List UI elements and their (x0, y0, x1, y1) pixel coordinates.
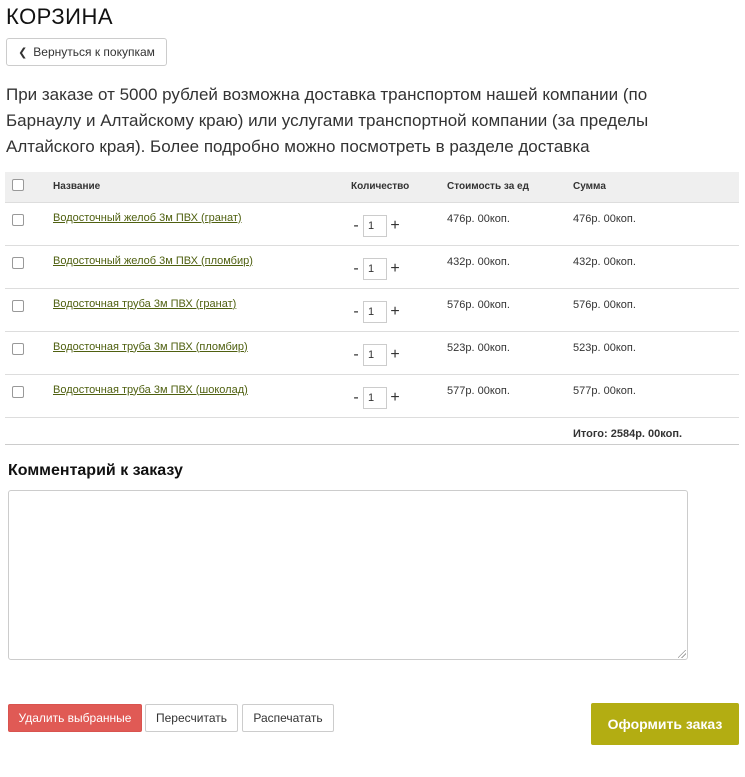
increment-button[interactable]: + (390, 259, 400, 277)
row-checkbox[interactable] (12, 214, 24, 226)
total-row (5, 417, 739, 447)
table-header-row (5, 172, 739, 202)
product-link[interactable]: Водосточный желоб 3м ПВХ (пломбир) (53, 254, 253, 267)
unit-price: 476р. 00коп. (447, 212, 510, 225)
quantity-input[interactable]: 1 (363, 344, 387, 366)
recalculate-button[interactable]: Пересчитать (145, 704, 238, 732)
increment-button[interactable]: + (390, 302, 400, 320)
row-sum: 577р. 00коп. (573, 384, 636, 397)
chevron-left-icon: ❮ (18, 46, 28, 59)
row-sum: 576р. 00коп. (573, 298, 636, 311)
table-row (5, 331, 739, 374)
column-header-name: Название (53, 181, 101, 193)
column-header-price: Стоимость за ед (447, 181, 529, 193)
delete-selected-button[interactable]: Удалить выбранные (8, 704, 142, 732)
row-checkbox[interactable] (12, 386, 24, 398)
quantity-input[interactable]: 1 (363, 387, 387, 409)
quantity-input[interactable]: 1 (363, 301, 387, 323)
row-sum: 476р. 00коп. (573, 212, 636, 225)
quantity-input[interactable]: 1 (363, 258, 387, 280)
decrement-button[interactable]: - (353, 302, 359, 320)
comment-title: Комментарий к заказу (8, 462, 183, 479)
row-checkbox[interactable] (12, 300, 24, 312)
print-button[interactable]: Распечатать (242, 704, 334, 732)
decrement-button[interactable]: - (353, 345, 359, 363)
delivery-info-text: При заказе от 5000 рублей возможна доставка транспортом нашей компании (по Барнаулу и Алтайскому краю) или услугами транспортной компании (за пределы Алтайского края). Более подробно можно посмотреть в разделе доставка (6, 85, 649, 156)
unit-price: 523р. 00коп. (447, 341, 510, 354)
row-sum: 432р. 00коп. (573, 255, 636, 268)
unit-price: 576р. 00коп. (447, 298, 510, 311)
column-header-sum: Сумма (573, 181, 606, 193)
row-checkbox[interactable] (12, 343, 24, 355)
cart-table (5, 172, 739, 447)
column-header-qty: Количество (351, 181, 410, 193)
product-link[interactable]: Водосточный желоб 3м ПВХ (гранат) (53, 211, 242, 224)
quantity-stepper (351, 344, 447, 366)
back-to-shopping-label: Вернуться к покупкам (33, 45, 155, 59)
quantity-stepper (351, 258, 447, 280)
decrement-button[interactable]: - (353, 259, 359, 277)
product-link[interactable]: Водосточная труба 3м ПВХ (пломбир) (53, 340, 248, 353)
back-to-shopping-button[interactable] (6, 38, 167, 66)
quantity-stepper (351, 215, 447, 237)
decrement-button[interactable]: - (353, 388, 359, 406)
comment-textarea[interactable] (8, 490, 688, 660)
table-row (5, 288, 739, 331)
increment-button[interactable]: + (390, 345, 400, 363)
decrement-button[interactable]: - (353, 216, 359, 234)
select-all-checkbox[interactable] (12, 179, 24, 191)
increment-button[interactable]: + (390, 216, 400, 234)
order-total: Итого: 2584р. 00коп. (573, 427, 683, 440)
quantity-stepper (351, 301, 447, 323)
row-sum: 523р. 00коп. (573, 341, 636, 354)
table-bottom-divider (5, 444, 739, 445)
increment-button[interactable]: + (390, 388, 400, 406)
page-title: КОРЗИНА (6, 4, 114, 29)
quantity-input[interactable]: 1 (363, 215, 387, 237)
row-checkbox[interactable] (12, 257, 24, 269)
table-row (5, 245, 739, 288)
unit-price: 577р. 00коп. (447, 384, 510, 397)
checkout-button[interactable]: Оформить заказ (591, 703, 739, 745)
unit-price: 432р. 00коп. (447, 255, 510, 268)
quantity-stepper (351, 387, 447, 409)
product-link[interactable]: Водосточная труба 3м ПВХ (шоколад) (53, 383, 248, 396)
product-link[interactable]: Водосточная труба 3м ПВХ (гранат) (53, 297, 237, 310)
table-row (5, 202, 739, 245)
table-row (5, 374, 739, 417)
